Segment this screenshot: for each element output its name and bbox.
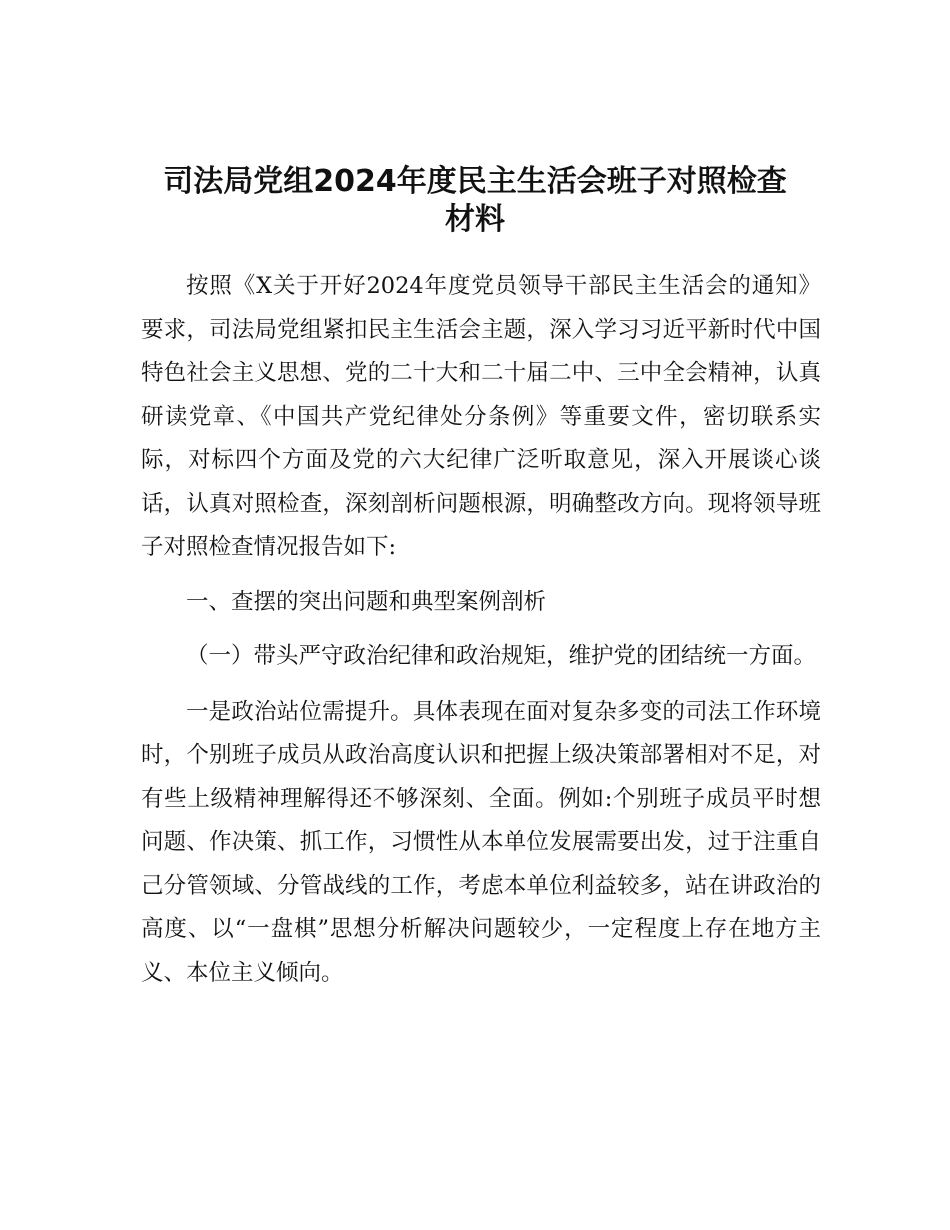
title-line-2: 材料: [445, 202, 505, 237]
point-paragraph-1: 一是政治站位需提升。具体表现在面对复杂多变的司法工作环境时，个别班子成员从政治高度认识和把握上级决策部署相对不足，对有些上级精神理解得还不够深刻、全面。例如:个别班子成员平时想问题、作决策、抓工作，习惯性从本单位发展需要出发，过于注重自己分管领域、分管战线的工作，考虑本单位利益较多，站在讲政治的高度、以“一盘棋”思想分析解决问题较少，一定程度上存在地方主义、本位主义倾向。: [141, 698, 821, 986]
section-heading-1: 一、查摆的突出问题和典型案例剖析: [186, 588, 547, 615]
intro-paragraph: 按照《X关于开好2024年度党员领导干部民主生活会的通知》要求，司法局党组紧扣民主生活会主题，深入学习习近平新时代中国特色社会主义思想、党的二十大和二十届二中、三中全会精神，认真研读党章、《中国共产党纪律处分条例》等重要文件，密切联系实际，对标四个方面及党的六大纪律广泛听取意见，深入开展谈心谈话，认真对照检查，深刻剖析问题根源，明确整改方向。现将领导班子对照检查情况报告如下:: [141, 273, 821, 560]
title-line-1: 司法局党组2024年度民主生活会班子对照检查: [163, 164, 787, 199]
subsection-heading-1: （一）带头严守政治纪律和政治规矩，维护党的团结统一方面。: [186, 643, 817, 669]
document-body: [141, 265, 821, 995]
document-title: [120, 163, 830, 239]
